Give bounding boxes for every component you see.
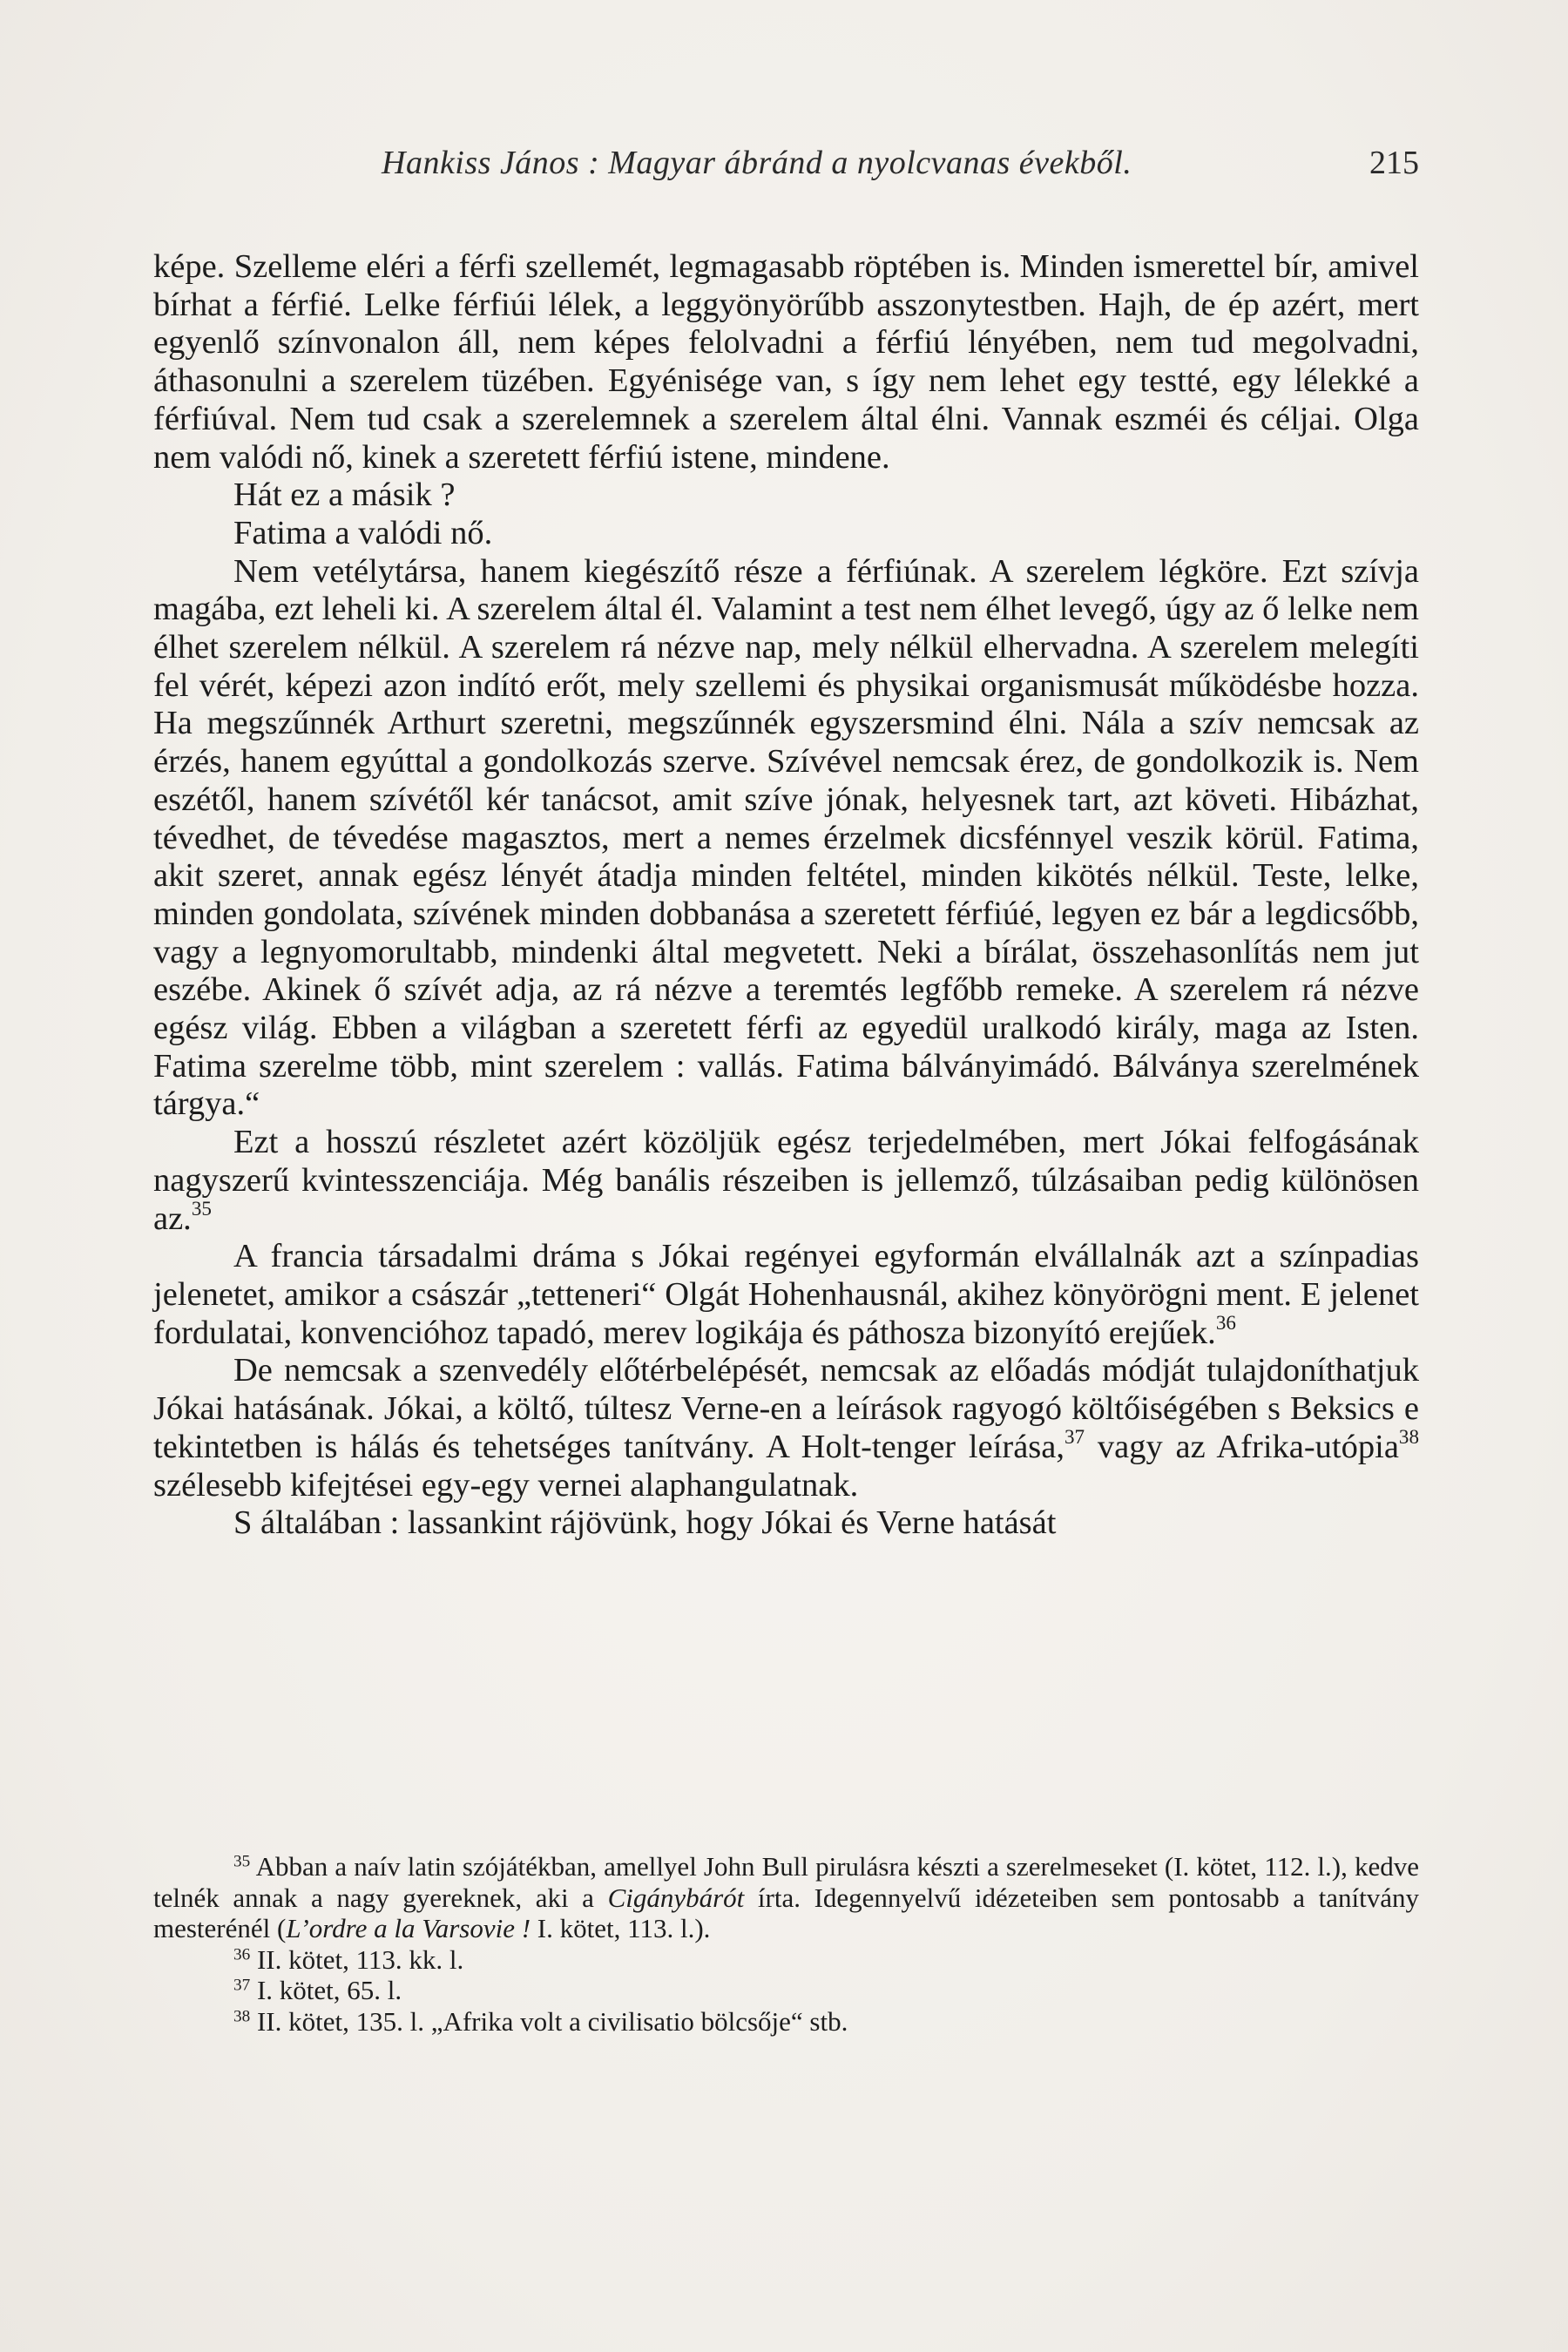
footnote-text: II. kötet, 113. kk. l. <box>250 1943 464 1975</box>
paragraph: Nem vetélytársa, hanem kiegészítő része a férfiúnak. A szerelem légköre. Ezt szívja magába, ezt leheli ki. A szerelem által él. Valamint a test nem élhet levegő, úgy az ő lelke nem élhet szerelem nélkül. A szerelem rá nézve nap, mely nélkül elhervadna. A szerelem melegíti fel vérét, képezi azon indító erőt, mely szellemi és physikai organismusát működésbe hozza. Ha megszűnnék Arthurt szeretni, megszűnnék egyszersmind élni. Nála a szív nemcsak az érzés, hanem egyúttal a gondolkozás szerve. Szívével nemcsak érez, de gondolkozik is. Nem eszétől, hanem szívétől kér tanácsot, amit szíve jónak, helyesnek tart, azt követi. Hibázhat, tévedhet, de tévedése magasztos, mert a nemes érzelmek dicsfénnyel veszik körül. Fatima, akit szeret, annak egész lényét átadja minden feltétel, minden kikötés nélkül. Teste, lelke, minden gondolata, szívének minden dobbanása a szeretett férfiúé, legyen ez bár a legdicsőbb, vagy a legnyomorultabb, mindenki által megvetett. Neki a bírálat, összehasonlítás nem jut eszébe. Akinek ő szívét adja, az rá nézve a teremtés legfőbb remeke. A szerelem rá nézve egész világ. Ebben a világban a szeretett férfi az egyedül uralkodó király, maga az Isten. Fatima szerelme több, mint szerelem : vallás. Fatima bálványimádó. Bálványa szerelmének tárgya.“ <box>153 552 1419 1123</box>
footnote-35 <box>153 1851 1419 1944</box>
footnote-ref-36: 36 <box>1215 1310 1236 1334</box>
footnote-text: Abban a naív latin szójátékban, amellyel John Bull pirulásra készti a szerelmeseket (I. kötet, 112. l.), kedve telnék annak a nagy gyereknek, aki a <box>153 1851 1419 1913</box>
footnotes <box>153 1851 1419 2037</box>
page-number: 215 <box>1369 145 1419 181</box>
footnote-number: 36 <box>233 1944 251 1963</box>
body-text <box>153 248 1419 1543</box>
paragraph <box>153 1238 1419 1352</box>
paragraph: S általában : lassankint rájövünk, hogy Jókai és Verne hatását <box>233 1504 1057 1542</box>
footnote-text: I. kötet, 65. l. <box>250 1975 402 2005</box>
paragraph-text: szélesebb kifejtései egy-egy vernei alaphangulatnak. <box>153 1466 859 1504</box>
footnote-text: I. kötet, 113. l.). <box>531 1913 711 1943</box>
footnote-number: 38 <box>233 2006 251 2025</box>
footnote-ref-35: 35 <box>191 1196 212 1220</box>
footnote-italic-title: L’ordre a la Varsovie ! <box>286 1913 531 1943</box>
footnote-italic-title: Cigánybárót <box>607 1882 745 1913</box>
footnote-number: 35 <box>233 1852 251 1871</box>
paragraph-text: vagy az Afrika-utópia <box>1085 1428 1399 1465</box>
paragraph: Fatima a valódi nő. <box>233 514 493 551</box>
paragraph-text: Ezt a hosszú részletet azért közöljük egész terjedelmében, mert Jókai felfogásának nagyszerű kvintesszenciája. Még banális részeiben is jellemző, túlzásaiban pedig különösen az. <box>153 1124 1419 1237</box>
footnote-36 <box>153 1944 1419 1976</box>
footnote-text: II. kötet, 135. l. „Afrika volt a civilisatio bölcsője“ stb. <box>250 2005 848 2037</box>
paragraph-text: De nemcsak a szenvedély előtérbelépését, nemcsak az előadás módját tulajdoníthatjuk Jókai hatásának. Jókai, a költő, túltesz Verne-en a leírások ragyogó költőiségében s Beksics e tekintetben is hálás és tehetséges tanítvány. A Holt-tenger leírása, <box>153 1352 1419 1465</box>
paragraph <box>153 1352 1419 1504</box>
paragraph-text: A francia társadalmi dráma s Jókai regényei egyformán elvállalnák azt a színpadias jelenetet, amikor a császár „tetteneri“ Olgát Hohenhausnál, akihez könyörögni ment. E jelenet fordulatai, konvencióhoz tapadó, merev logikája és páthosza bizonyító erejűek. <box>153 1238 1419 1351</box>
footnote-ref-38: 38 <box>1398 1424 1420 1448</box>
footnote-38 <box>153 2006 1419 2038</box>
paragraph: képe. Szelleme eléri a férfi szellemét, legmagasabb röptében is. Minden ismerettel bír, amivel bírhat a férfié. Lelke férfiúi lélek, a leggyönyörűbb asszonytestben. Hajh, de ép azért, mert egyenlő színvonalon áll, nem képes felolvadni a férfiú lényében, nem tud megolvadni, áthasonulni a szerelem tüzében. Egyénisége van, s így nem lehet egy testté, egy lélekké a férfiúval. Nem tud csak a szerelemnek a szerelem által élni. Vannak eszméi és céljai. Olga nem valódi nő, kinek a szeretett férfiú istene, mindene. <box>153 248 1419 476</box>
footnote-ref-37: 37 <box>1064 1424 1085 1448</box>
footnote-number: 37 <box>233 1976 251 1995</box>
paragraph: Hát ez a másik ? <box>233 476 456 514</box>
paragraph <box>153 1124 1419 1238</box>
footnote-text: írta. Idegennyelvű idézeteiben sem pontosabb a tanítvány mesterénél ( <box>153 1882 1419 1943</box>
running-head <box>153 144 1419 196</box>
running-title: Hankiss János : Magyar ábránd a nyolcvanas évekből. <box>382 145 1132 181</box>
footnote-37 <box>153 1975 1419 2006</box>
